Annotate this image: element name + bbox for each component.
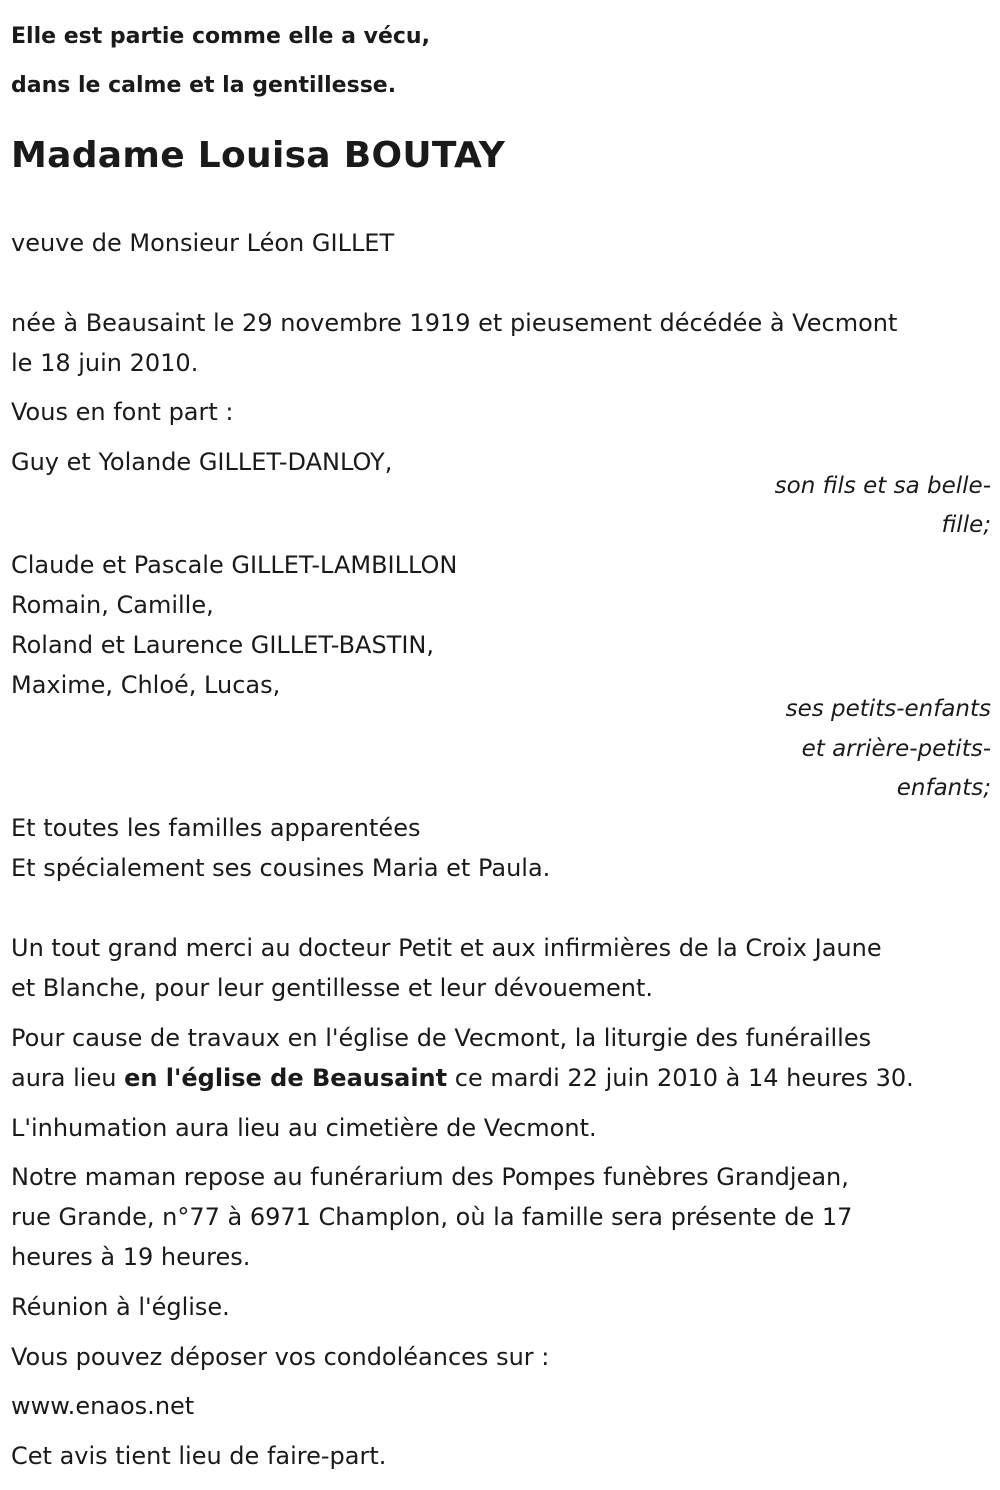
burial-info: L'inhumation aura lieu au cimetière de Vecmont.	[11, 1114, 597, 1142]
epitaph-line-2: dans le calme et la gentillesse.	[11, 73, 397, 98]
family-son: Guy et Yolande GILLET-DANLOY,	[11, 448, 393, 476]
relatives-line: Et spécialement ses cousines Maria et Paula.	[11, 854, 551, 882]
condolences-intro: Vous pouvez déposer vos condoléances sur :	[11, 1343, 550, 1371]
funeral-line-2-start: aura lieu	[11, 1064, 125, 1092]
rest-line-3: heures à 19 heures.	[11, 1243, 251, 1271]
funeral-line-2	[11, 1058, 914, 1098]
funeral-church: en l'église de Beausaint	[124, 1064, 448, 1092]
grandchild-line: Romain, Camille,	[11, 591, 214, 619]
birth-death-line-2: le 18 juin 2010.	[11, 349, 199, 377]
grandchild-line: Maxime, Chloé, Lucas,	[11, 671, 281, 699]
rest-line-2: rue Grande, n°77 à 6971 Champlon, où la famille sera présente de 17	[11, 1203, 853, 1231]
son-relation-line-2: fille;	[941, 512, 991, 538]
website-link[interactable]: www.enaos.net	[11, 1392, 195, 1420]
thanks-line-2: et Blanche, pour leur gentillesse et leur dévouement.	[11, 974, 654, 1002]
closing-note: Cet avis tient lieu de faire-part.	[11, 1442, 387, 1470]
funeral-line-2-end: ce mardi 22 juin 2010 à 14 heures 30.	[447, 1064, 914, 1092]
epitaph-line-1: Elle est partie comme elle a vécu,	[11, 24, 430, 49]
deceased-name: Madame Louisa BOUTAY	[11, 135, 506, 176]
funeral-line-1: Pour cause de travaux en l'église de Vecmont, la liturgie des funérailles	[11, 1024, 872, 1052]
birth-death-line-1: née à Beausaint le 29 novembre 1919 et pieusement décédée à Vecmont	[11, 309, 898, 337]
meeting-info: Réunion à l'église.	[11, 1293, 230, 1321]
grandchild-line: Roland et Laurence GILLET-BASTIN,	[11, 631, 435, 659]
thanks-line-1: Un tout grand merci au docteur Petit et aux infirmières de la Croix Jaune	[11, 934, 882, 962]
grandchildren-relation-line-1: ses petits-enfants	[785, 696, 991, 722]
grandchildren-relation-line-2: et arrière-petits-	[801, 736, 991, 762]
grandchildren-relation-line-3: enfants;	[896, 775, 991, 801]
widow-of: veuve de Monsieur Léon GILLET	[11, 229, 395, 257]
son-relation-line-1: son fils et sa belle-	[774, 473, 991, 499]
relatives-line: Et toutes les familles apparentées	[11, 814, 421, 842]
rest-line-1: Notre maman repose au funérarium des Pompes funèbres Grandjean,	[11, 1163, 849, 1191]
epitaph	[11, 12, 430, 110]
grandchild-line: Claude et Pascale GILLET-LAMBILLON	[11, 551, 458, 579]
announcement-intro: Vous en font part :	[11, 398, 234, 426]
